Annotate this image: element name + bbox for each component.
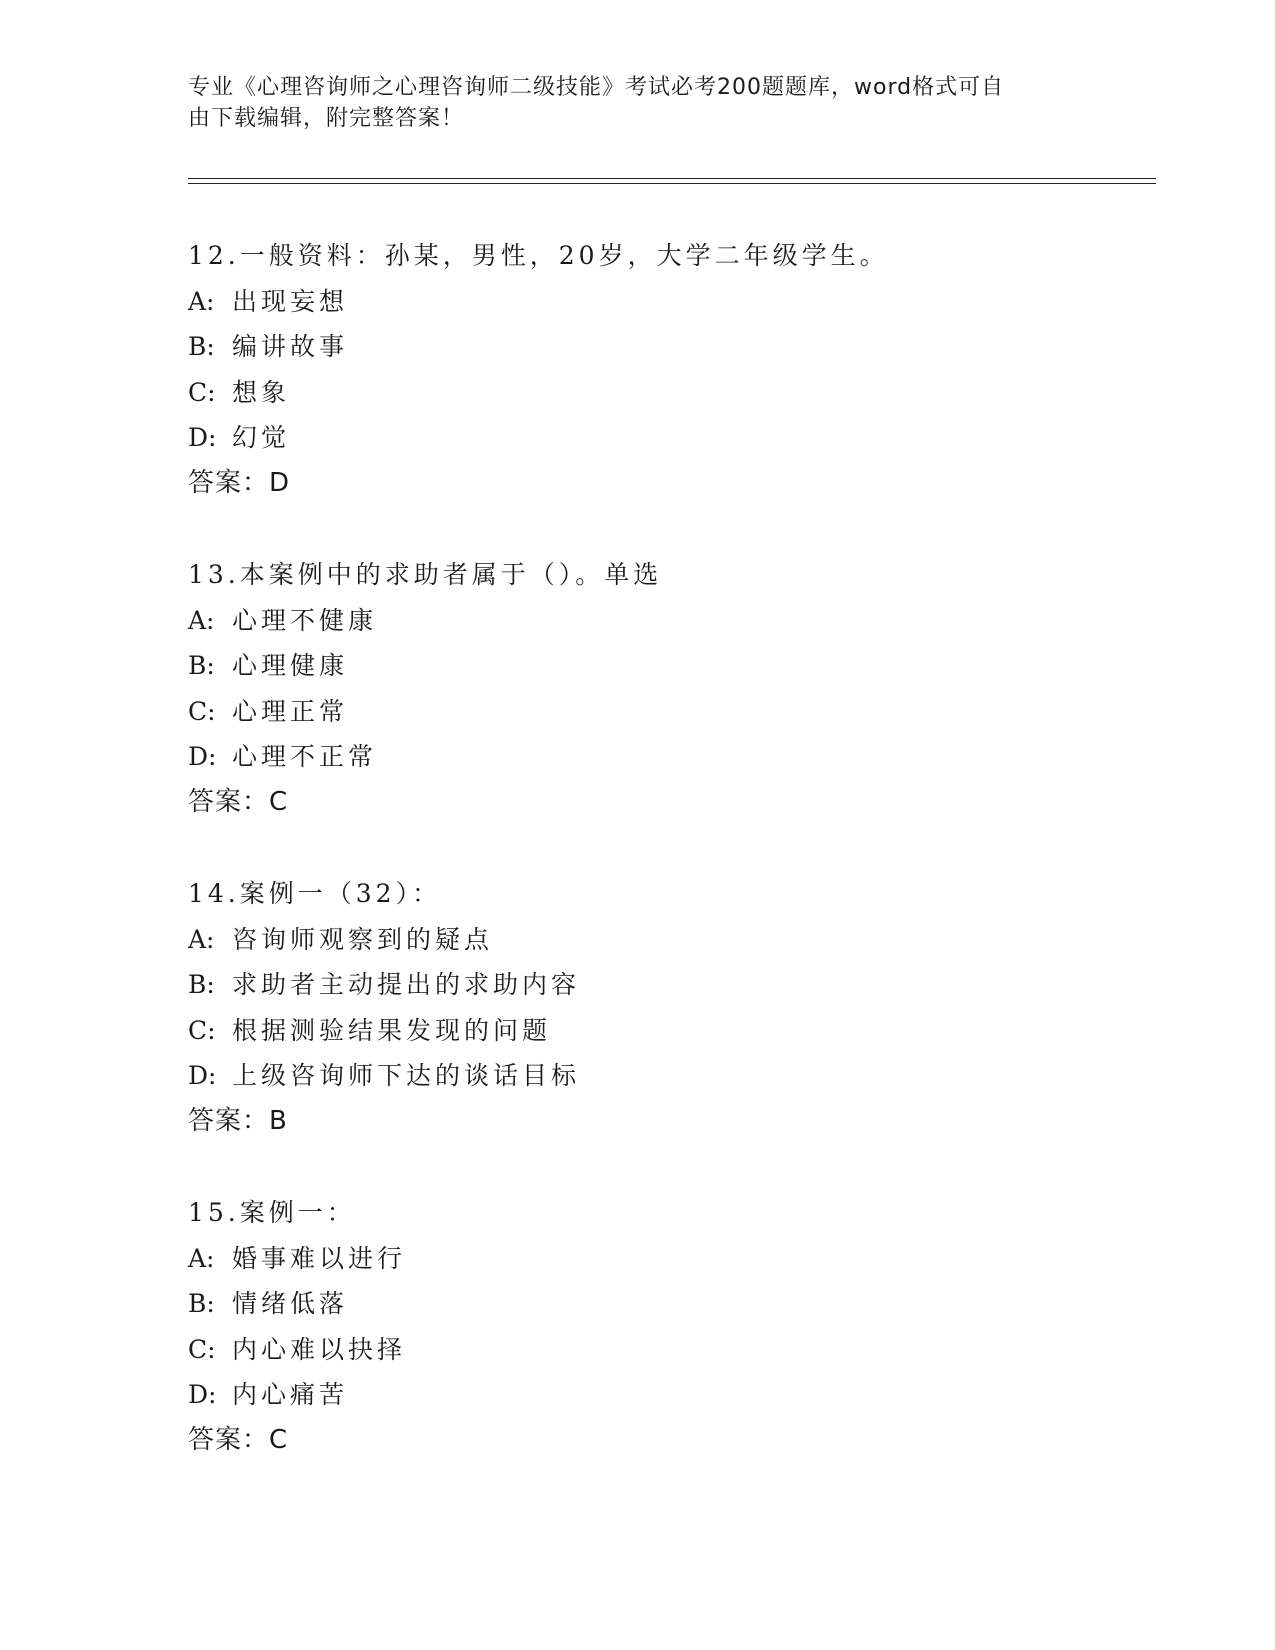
option-c (188, 689, 1138, 735)
option-key: C: (188, 1334, 216, 1364)
question-stem: 14.案例一（32）： (188, 879, 442, 908)
option-b (188, 962, 1138, 1008)
option-text: 婚事难以进行 (232, 1243, 407, 1273)
header-line-1: 专业《心理咨询师之心理咨询师二级技能》考试必考200题题库，word格式可自 (188, 75, 1005, 100)
option-key: B: (188, 1289, 215, 1318)
answer-line: 答案：C (188, 786, 289, 817)
option-d (188, 1053, 1138, 1099)
option-text: 出现妄想 (232, 286, 349, 316)
answer-line: 答案：C (188, 1424, 289, 1455)
option-text: 内心痛苦 (232, 1380, 349, 1409)
option-text: 咨询师观察到的疑点 (232, 924, 494, 954)
option-text: 编讲故事 (232, 332, 349, 361)
option-a (188, 1236, 1138, 1282)
question-15 (188, 1190, 1138, 1463)
option-text: 内心难以抉择 (232, 1334, 407, 1364)
option-text: 上级咨询师下达的谈话目标 (232, 1061, 581, 1090)
option-d (188, 415, 1138, 461)
option-d (188, 734, 1138, 780)
option-key: B: (188, 651, 215, 680)
question-stem: 13.本案例中的求助者属于（）。单选 (188, 560, 663, 589)
option-d (188, 1372, 1138, 1418)
option-key: D: (188, 742, 217, 771)
question-13 (188, 552, 1138, 825)
option-text: 根据测验结果发现的问题 (232, 1015, 552, 1045)
option-text: 情绪低落 (232, 1289, 349, 1318)
document-header (188, 72, 1068, 134)
option-b (188, 643, 1138, 689)
option-key: D: (188, 1061, 217, 1090)
option-b (188, 324, 1138, 370)
option-key: A: (188, 924, 215, 954)
question-stem: 12.一般资料：孙某，男性，20岁，大学二年级学生。 (188, 241, 889, 270)
header-divider-bottom (188, 183, 1156, 184)
option-text: 求助者主动提出的求助内容 (232, 970, 581, 999)
header-divider-top (188, 178, 1156, 179)
answer-line: 答案：D (188, 467, 291, 498)
answer-line: 答案：B (188, 1105, 288, 1136)
option-key: A: (188, 286, 215, 316)
question-14 (188, 871, 1138, 1144)
option-b (188, 1281, 1138, 1327)
option-key: C: (188, 1015, 216, 1045)
option-key: A: (188, 1243, 215, 1273)
option-c (188, 370, 1138, 416)
option-c (188, 1008, 1138, 1054)
question-12 (188, 233, 1138, 506)
option-key: D: (188, 1380, 217, 1409)
option-key: B: (188, 970, 215, 999)
option-text: 心理健康 (232, 651, 349, 680)
option-key: D: (188, 423, 217, 452)
option-key: C: (188, 696, 216, 726)
option-text: 想象 (232, 377, 291, 407)
option-text: 心理不正常 (232, 742, 378, 771)
option-key: C: (188, 377, 216, 407)
option-a (188, 598, 1138, 644)
header-line-2: 由下载编辑，附完整答案！ (188, 106, 465, 131)
option-c (188, 1327, 1138, 1373)
option-key: B: (188, 332, 215, 361)
question-stem: 15.案例一： (188, 1198, 356, 1227)
option-text: 心理不健康 (232, 605, 378, 635)
option-key: A: (188, 605, 215, 635)
option-text: 心理正常 (232, 696, 349, 726)
option-a (188, 917, 1138, 963)
option-text: 幻觉 (232, 423, 291, 452)
option-a (188, 279, 1138, 325)
